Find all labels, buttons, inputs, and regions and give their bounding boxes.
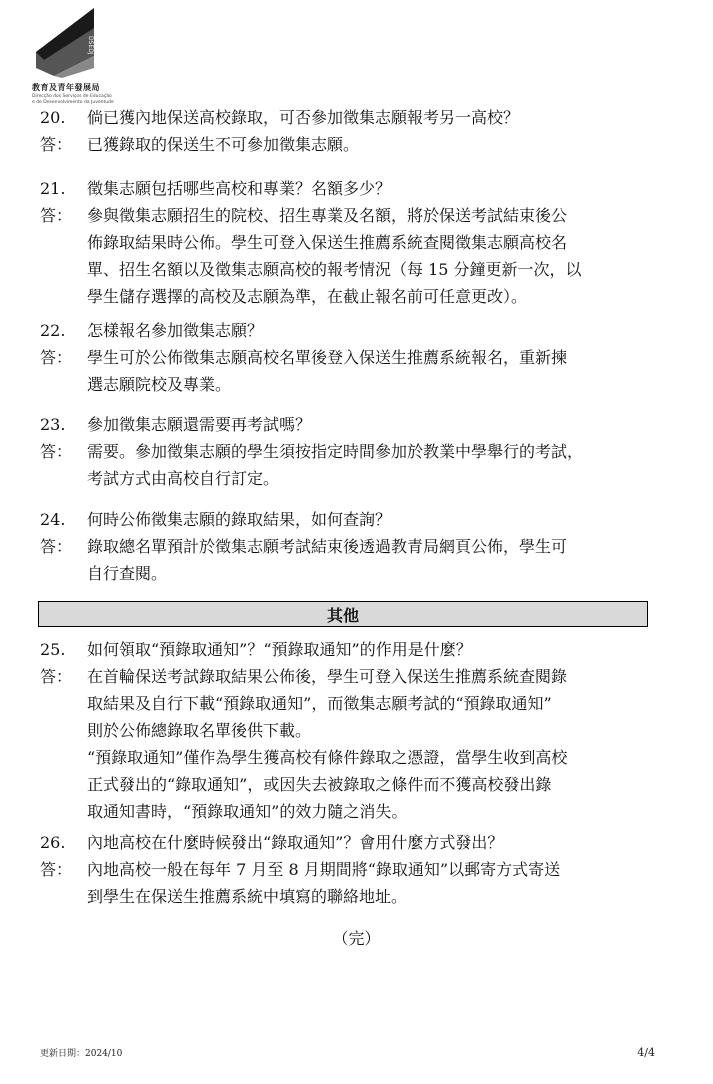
page-number: 4/4 [637, 1046, 655, 1059]
answer-text: 學生可於公佈徵集志願高校名單後登入保送生推薦系統報名，重新揀 選志願院校及專業。 [87, 348, 568, 394]
question-number: 25. [40, 640, 66, 659]
question-text: 如何領取“預錄取通知”？“預錄取通知”的作用是什麼？ [87, 640, 472, 659]
question-number: 20. [40, 108, 66, 127]
question-number: 21. [40, 179, 66, 198]
answer-text: 需要。參加徵集志願的學生須按指定時間參加於教業中學舉行的考試， 考試方式由高校自行訂定。 [87, 442, 584, 488]
dsedj-logo-icon [32, 6, 102, 78]
question-text: 徵集志願包括哪些高校和專業？名額多少？ [87, 179, 392, 198]
qa-item [40, 506, 660, 587]
end-mark: （完） [332, 929, 381, 948]
answer-label: 答： [40, 537, 73, 556]
question-text: 何時公佈徵集志願的錄取結果，如何查詢？ [87, 510, 392, 529]
org-name: 教育及青年發展局 [32, 83, 100, 92]
answer-text: 錄取總名單預計於徵集志願考試結束後透過教青局網頁公佈，學生可 自行查閱。 [87, 537, 568, 583]
qa-item [40, 636, 660, 825]
answer-label: 答： [40, 667, 73, 686]
question-text: 怎樣報名參加徵集志願？ [87, 321, 264, 340]
qa-item [40, 829, 660, 910]
qa-item [40, 175, 660, 310]
org-sub-1: Direcção dos Serviços de Educação [32, 94, 112, 99]
question-text: 倘已獲內地保送高校錄取，可否參加徵集志願報考另一高校？ [87, 108, 520, 127]
question-text: 參加徵集志願還需要再考試嗎？ [87, 415, 312, 434]
qa-item [40, 411, 660, 492]
answer-label: 答： [40, 442, 73, 461]
qa-item [40, 317, 660, 398]
question-number: 24. [40, 510, 66, 529]
section-title: 其他 [326, 605, 359, 625]
qa-item [40, 104, 660, 158]
org-sub-2: e de Desenvolvimento da Juventude [32, 100, 114, 105]
answer-text: 參與徵集志願招生的院校、招生專業及名額，將於保送考試結束後公 佈錄取結果時公佈。學生可登入保送生推薦系統查閱徵集志願高校名 單、招生名額以及徵集志願高校的報考情況（每 15 分鐘更新一次，以 學生儲存選擇的高校及志願為準，在截止報名前可任意更改）。 [87, 206, 582, 306]
answer-label: 答： [40, 135, 73, 154]
answer-text: 在首輪保送考試錄取結果公佈後，學生可登入保送生推薦系統查閱錄 取結果及自行下載“預錄取通知”，而徵集志願考試的“預錄取通知” 則於公佈總錄取名單後供下載。 “預錄取通知”僅作為學生獲高校有條件錄取之憑證，當學生收到高校 正式發出的“錄取通知”，或因失去被錄取之條件而不獲高校發出錄 取通知書時，“預錄取通知”的效力隨之消失。 [87, 667, 568, 821]
answer-label: 答： [40, 348, 73, 367]
answer-text: 已獲錄取的保送生不可參加徵集志願。 [87, 135, 360, 154]
update-date: 更新日期：2024/10 [40, 1049, 123, 1059]
question-number: 26. [40, 833, 66, 852]
question-number: 23. [40, 415, 66, 434]
answer-label: 答： [40, 206, 73, 225]
question-number: 22. [40, 321, 66, 340]
logo-mark-text: DSEDJ [87, 36, 94, 55]
answer-text: 內地高校一般在每年 7 月至 8 月期間將“錄取通知”以郵寄方式寄送 到學生在保送生推薦系統中填寫的聯絡地址。 [87, 860, 561, 906]
question-text: 內地高校在什麼時候發出“錄取通知”？會用什麼方式發出？ [87, 833, 504, 852]
answer-label: 答： [40, 860, 73, 879]
section-header [38, 601, 648, 627]
dsedj-logo [28, 6, 124, 106]
